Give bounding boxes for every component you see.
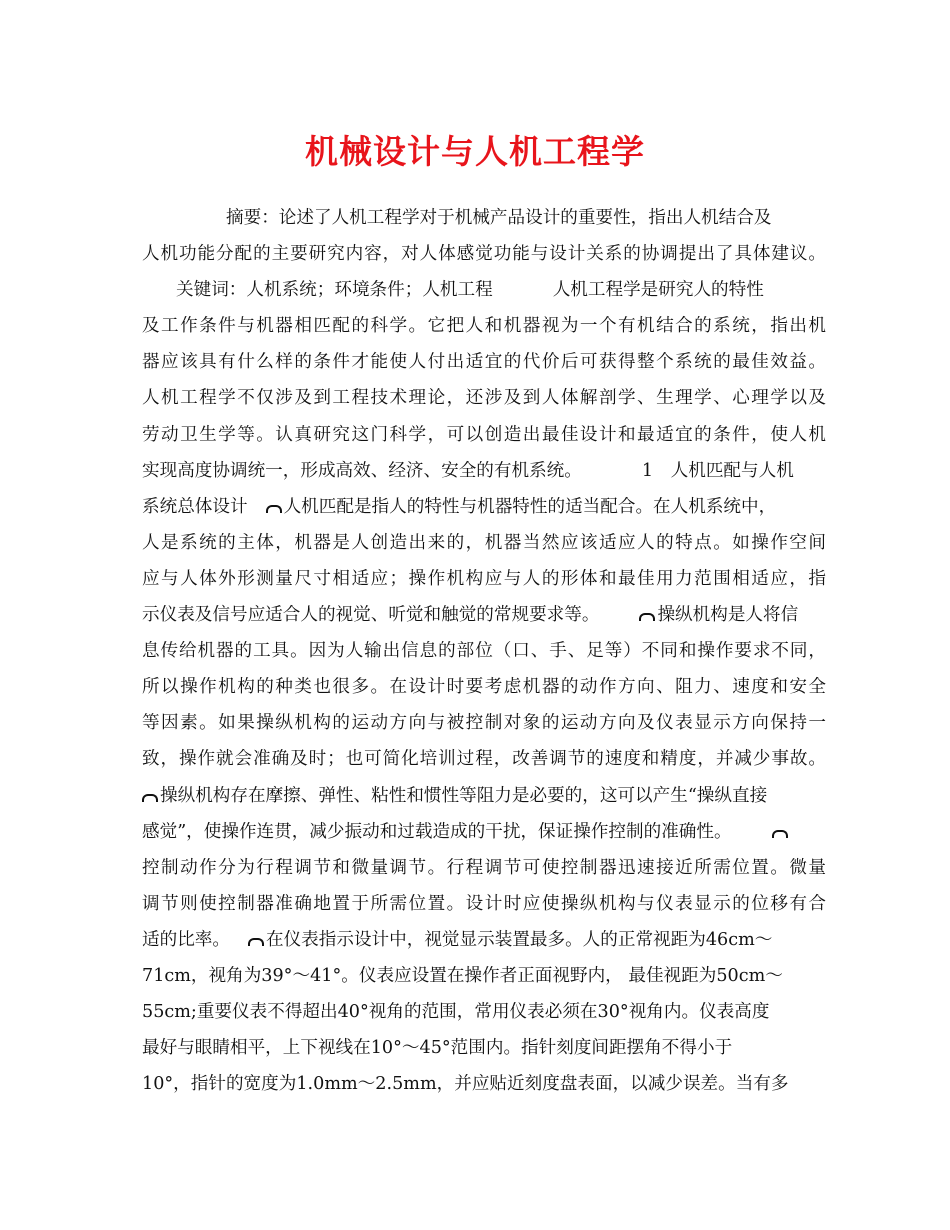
text-line: 示仪表及信号应适合人的视觉、听觉和触觉的常规要求等。 操纵机构是人将信 <box>142 605 799 626</box>
text-line: 息传给机器的工具。因为人输出信息的部位（口、手、足等）不同和操作要求不同， <box>142 641 826 662</box>
section-heading: 系统总体设计 <box>142 496 248 517</box>
text-line: 等因素。如果操纵机构的运动方向与被控制对象的运动方向及仪表显示方向保持一 <box>142 713 826 734</box>
document-body <box>142 200 826 1102</box>
abstract-text: 摘要：论述了人机工程学对于机械产品设计的重要性，指出人机结合及 <box>226 208 772 228</box>
text-line: 71cm，视角为39°～41°。仪表应设置在操作者正面视野内， 最佳视距为50cm～ <box>142 965 783 986</box>
text-line: 系统总体设计 人机匹配是指人的特性与机器特性的适当配合。在人机系统中， <box>142 496 777 517</box>
section-heading: 1 人机匹配与人机 <box>641 460 794 481</box>
text-line: 最好与眼睛相平，上下视线在10°～45°范围内。指针刻度间距摆角不得小于 <box>142 1038 733 1059</box>
text-line <box>142 200 826 236</box>
text-line: 实现高度协调统一，形成高效、经济、安全的有机系统。 1 人机匹配与人机 <box>142 460 794 481</box>
bullet-mark-icon <box>266 505 282 513</box>
text-line: 劳动卫生学等。认真研究这门科学，可以创造出最佳设计和最适宜的条件，使人机 <box>142 424 826 445</box>
text-line: 控制动作分为行程调节和微量调节。行程调节可使控制器迅速接近所需位置。微量 <box>142 857 826 878</box>
text-line: 55cm;重要仪表不得超出40°视角的范围，常用仪表必须在30°视角内。仪表高度 <box>142 1002 770 1023</box>
text-line: 感觉”，使操作连贯，减少振动和过载造成的干扰，保证操作控制的准确性。 <box>142 814 826 850</box>
keywords-text: 关键词：人机系统；环境条件；人机工程 <box>176 280 493 301</box>
text-line: 应与人体外形测量尺寸相适应；操作机构应与人的形体和最佳用力范围相适应，指 <box>142 568 826 589</box>
text-line: 人机工程学不仅涉及到工程技术理论，还涉及到人体解剖学、生理学、心理学以及 <box>142 388 826 409</box>
text-line: 所以操作机构的种类也很多。在设计时要考虑机器的动作方向、阻力、速度和安全 <box>142 677 826 698</box>
text-line: 关键词：人机系统；环境条件；人机工程 人机工程学是研究人的特性 <box>176 280 764 301</box>
text-line: 器应该具有什么样的条件才能使人付出适宜的代价后可获得整个系统的最佳效益。 <box>142 352 826 373</box>
text-line: 适的比率。 在仪表指示设计中，视觉显示装置最多。人的正常视距为46cm～ <box>142 929 773 950</box>
text-line: 及工作条件与机器相匹配的科学。它把人和机器视为一个有机结合的系统，指出机 <box>142 316 826 337</box>
text-line: 人是系统的主体，机器是人创造出来的，机器当然应该适应人的特点。如操作空间 <box>142 532 826 553</box>
bullet-mark-icon <box>639 613 655 621</box>
text-line: 操纵机构存在摩擦、弹性、粘性和惯性等阻力是必要的，这可以产生“操纵直接 <box>142 778 826 814</box>
bullet-mark-icon <box>772 830 788 838</box>
bullet-mark-icon <box>142 794 158 802</box>
text-line: 致，操作就会准确及时；也可简化培训过程，改善调节的速度和精度，并减少事故。 <box>142 749 826 770</box>
text-line: 调节则使控制器准确地置于所需位置。设计时应使操纵机构与仪表显示的位移有合 <box>142 893 826 914</box>
text-line: 10°，指针的宽度为1.0mm～2.5mm，并应贴近刻度盘表面，以减少误差。当有多 <box>142 1074 789 1095</box>
bullet-mark-icon <box>248 938 264 946</box>
document-title: 机械设计与人机工程学 <box>305 132 645 171</box>
text-line: 人机功能分配的主要研究内容，对人体感觉功能与设计关系的协调提出了具体建议。 <box>142 244 826 265</box>
